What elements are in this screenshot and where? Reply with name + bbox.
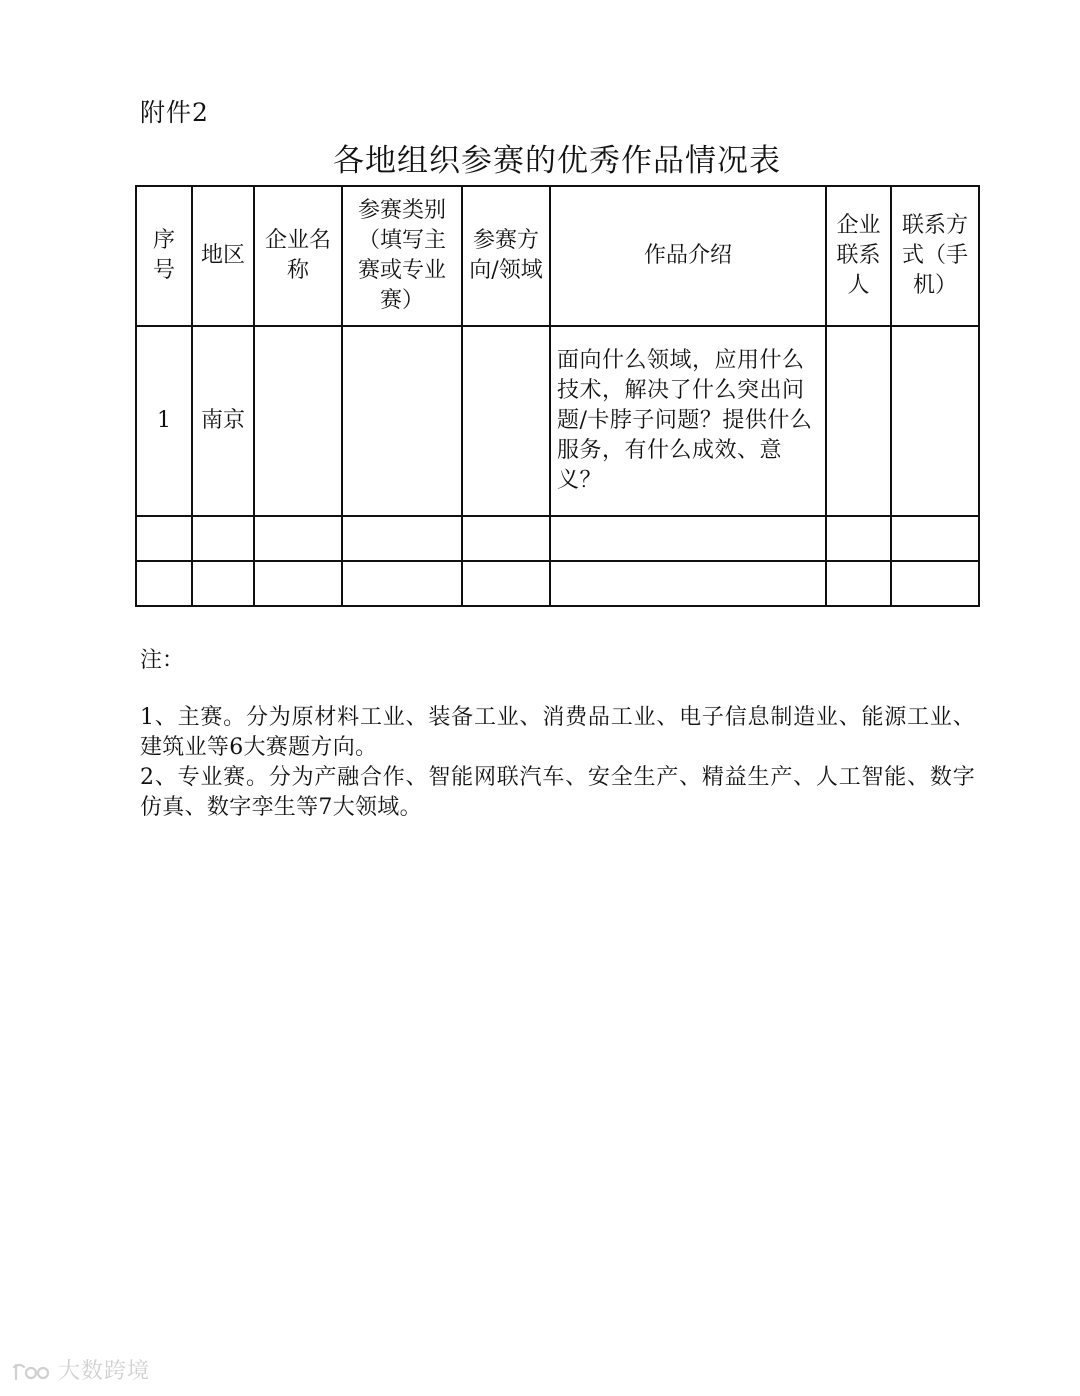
cell-direction: [462, 561, 550, 606]
cell-company-name: [254, 561, 342, 606]
cell-category: [342, 326, 462, 516]
cell-region: [192, 561, 254, 606]
cell-contact-person: [826, 516, 891, 561]
table-row: [136, 561, 979, 606]
cell-contact-phone: [891, 561, 979, 606]
column-header-category: 参赛类别（填写主赛或专业赛）: [342, 186, 462, 326]
attachment-label: 附件2: [140, 98, 209, 127]
cell-category: [342, 516, 462, 561]
column-header-company-name: 企业名称: [254, 186, 342, 326]
notes-list: [140, 703, 975, 823]
cell-contact-phone: [891, 326, 979, 516]
cell-region: 南京: [192, 326, 254, 516]
table-header-row: [136, 186, 979, 326]
cell-direction: [462, 516, 550, 561]
cell-work-intro: [550, 561, 826, 606]
brand-logo-icon: [12, 1361, 52, 1383]
cell-company-name: [254, 516, 342, 561]
column-header-serial: 序号: [136, 186, 192, 326]
column-header-work-intro: 作品介绍: [550, 186, 826, 326]
cell-company-name: [254, 326, 342, 516]
watermark: [12, 1358, 150, 1386]
cell-contact-phone: [891, 516, 979, 561]
document-title: 各地组织参赛的优秀作品情况表: [333, 143, 781, 179]
cell-category: [342, 561, 462, 606]
cell-contact-person: [826, 326, 891, 516]
table-row: [136, 516, 979, 561]
cell-contact-person: [826, 561, 891, 606]
column-header-contact-person: 企业联系人: [826, 186, 891, 326]
watermark-text: 大数跨境: [58, 1359, 151, 1384]
column-header-contact-phone: 联系方式（手机）: [891, 186, 979, 326]
cell-serial: [136, 516, 192, 561]
note-item-special-contest: 2、专业赛。分为产融合作、智能网联汽车、安全生产、精益生产、人工智能、数字仿真、数字孪生等7大领域。: [140, 765, 975, 820]
note-item-main-contest: 1、主赛。分为原材料工业、装备工业、消费品工业、电子信息制造业、能源工业、建筑业等6大赛题方向。: [140, 705, 975, 760]
cell-serial: [136, 561, 192, 606]
cell-work-intro: [550, 516, 826, 561]
works-table: [135, 185, 980, 607]
cell-region: [192, 516, 254, 561]
column-header-direction: 参赛方向/领域: [462, 186, 550, 326]
table-row: [136, 326, 979, 516]
column-header-region: 地区: [192, 186, 254, 326]
cell-direction: [462, 326, 550, 516]
notes-heading: 注：: [140, 648, 185, 673]
cell-serial: 1: [136, 326, 192, 516]
cell-work-intro: 面向什么领域，应用什么技术，解决了什么突出问题/卡脖子问题？提供什么服务，有什么成效、意义？: [550, 326, 826, 516]
